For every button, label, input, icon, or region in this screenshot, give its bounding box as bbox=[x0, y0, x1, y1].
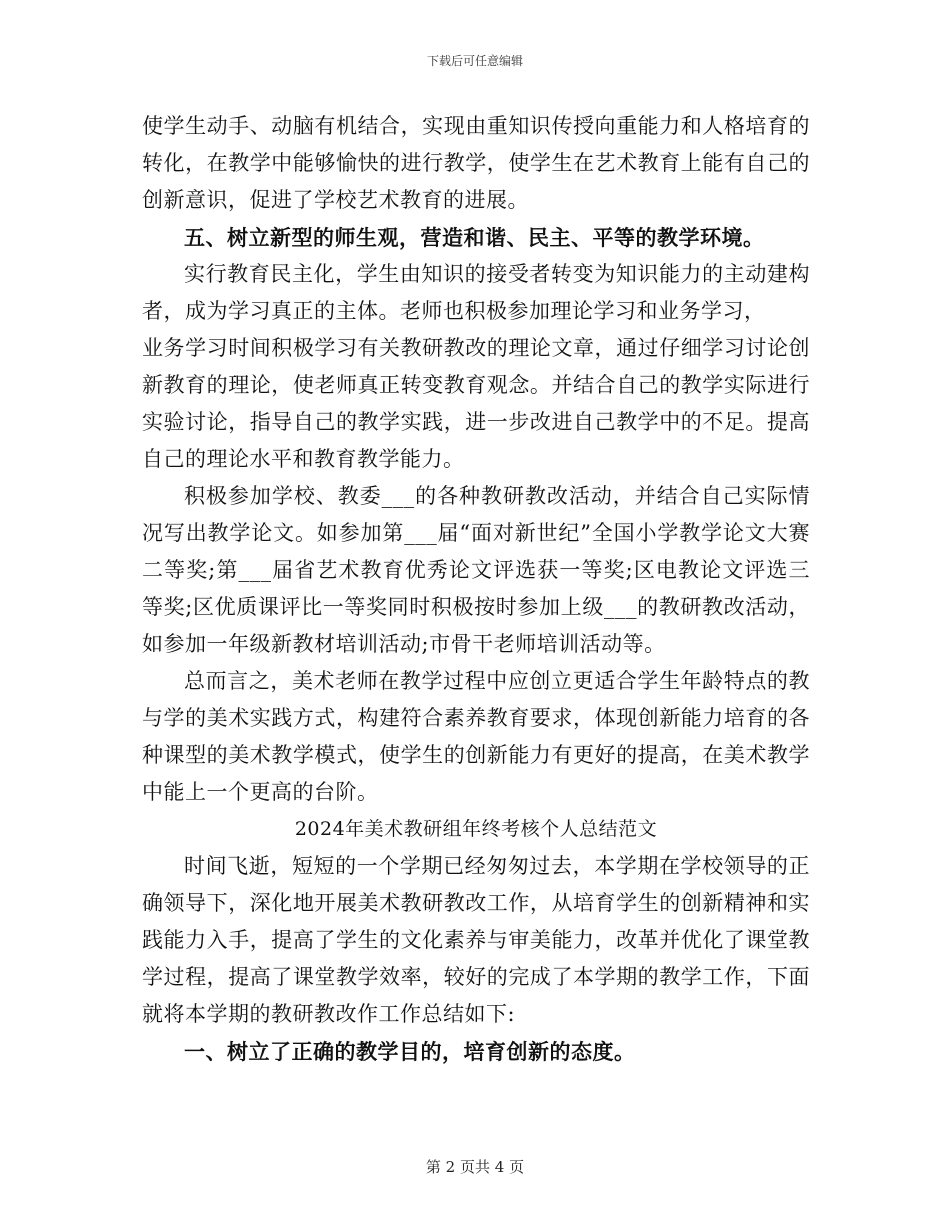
paragraph-activities: 积极参加学校、教委___的各种教研教改活动，并结合自己实际情况写出教学论文。如参加第___届“面对新世纪”全国小学教学论文大赛二等奖;第___届省艺术教育优秀论文评选获一等奖;区电教论文评选三等奖;区优质课评比一等奖同时积极按时参加上级___的教研教改活动，如参加一年级新教材培训活动;市骨干老师培训活动等。 bbox=[142, 484, 810, 656]
paragraph-democracy: 实行教育民主化，学生由知识的接受者转变为知识能力的主动建构者，成为学习真正的主体。老师也积极参加理论学习和业务学习， bbox=[142, 262, 810, 323]
page-footer: 第 2 页共 4 页 bbox=[425, 1158, 525, 1176]
paragraph-democracy-cont: 业务学习时间积极学习有关教研教改的理论文章，通过仔细学习讨论创新教育的理论，使老师真正转变教育观念。并结合自己的教学实际进行实验讨论，指导自己的教学实践，进一步改进自己教学中的不足。提高自己的理论水平和教育教学能力。 bbox=[142, 336, 810, 471]
paragraph-intro: 时间飞逝，短短的一个学期已经匆匆过去，本学期在学校领导的正确领导下，深化地开展美术教研教改工作，从培育学生的创新精神和实践能力入手，提高了学生的文化素养与审美能力，改革并优化了课堂教学过程，提高了课堂教学效率，较好的完成了本学期的教学工作，下面就将本学期的教研教改作工作总结如下: bbox=[142, 854, 810, 1026]
document-title: 2024年美术教研组年终考核个人总结范文 bbox=[294, 818, 658, 840]
paragraph-summary: 总而言之，美术老师在教学过程中应创立更适合学生年龄特点的教与学的美术实践方式，构建符合素养教育要求，体现创新能力培育的各种课型的美术教学模式，使学生的创新能力有更好的提高，在美术教学中能上一个更高的台阶。 bbox=[142, 669, 810, 804]
section-heading-5: 五、树立新型的师生观，营造和谐、民主、平等的教学环境。 bbox=[184, 225, 765, 250]
paragraph-continued: 使学生动手、动脑有机结合，实现由重知识传授向重能力和人格培育的转化，在教学中能够愉快的进行教学，使学生在艺术教育上能有自己的创新意识，促进了学校艺术教育的进展。 bbox=[142, 114, 810, 212]
section-heading-1: 一、树立了正确的教学目的，培育创新的态度。 bbox=[184, 1039, 636, 1064]
document-body bbox=[142, 108, 810, 1070]
page-header: 下载后可任意编辑 bbox=[426, 54, 523, 68]
